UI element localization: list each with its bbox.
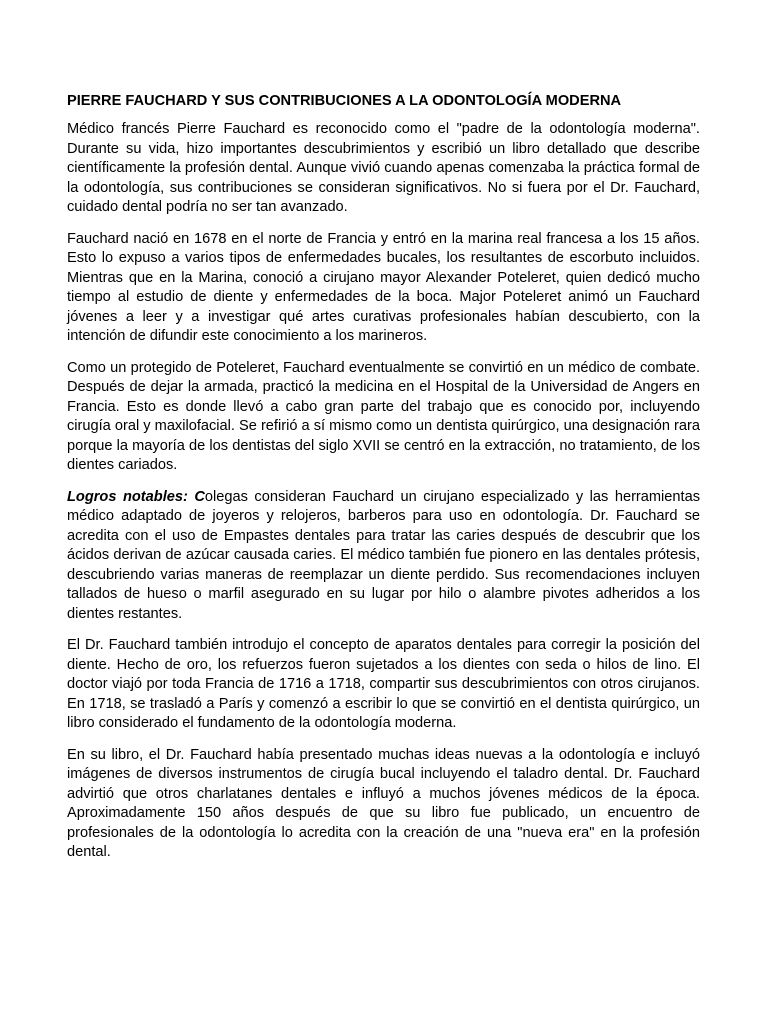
- paragraph-book: En su libro, el Dr. Fauchard había presentado muchas ideas nuevas a la odontología e incluyó imágenes de diversos instrumentos de cirugía bucal incluyendo el taladro dental. Dr. Fauchard advirtió que otros charlatanes dentales e influyó a muchos jóvenes médicos de la época. Aproximadamente 150 años después de que su libro fue publicado, un encuentro de profesionales de la odontología lo acredita con la creación de una "nueva era" en la profesión dental.: [67, 746, 700, 860]
- notable-achievements-text: olegas consideran Fauchard un cirujano especializado y las herramientas médico adaptado de joyeros y relojeros, barberos para uso en odontología. Dr. Fauchard se acredita con el uso de Empastes dentales para tratar las caries después de descubrir que los ácidos derivan de azúcar causada caries. El médico también fue pionero en las dentales prótesis, descubriendo varias maneras de reemplazar un diente perdido. Sus recomendaciones incluyen tallados de hueso o marfil asegurado en su lugar por hilo o alambre pivotes adheridos a los dientes restantes.: [67, 488, 700, 622]
- paragraph-career: Como un protegido de Poteleret, Fauchard eventualmente se convirtió en un médico de combate. Después de dejar la armada, practicó la medicina en el Hospital de la Universidad de Angers en Francia. Esto es donde llevó a cabo gran parte del trabajo que es conocido por, incluyendo cirugía oral y maxilofacial. Se refirió a sí mismo como un dentista quirúrgico, una designación rara porque la mayoría de los dentistas del siglo XVII se centró en la extracción, no tratamiento, de los dientes cariados.: [67, 359, 700, 473]
- paragraph-braces: El Dr. Fauchard también introdujo el concepto de aparatos dentales para corregir la posición del diente. Hecho de oro, los refuerzos fueron sujetados a los dientes con seda o hilos de lino. El doctor viajó por toda Francia de 1716 a 1718, compartir sus descubrimientos con otros cirujanos. En 1718, se trasladó a París y comenzó a escribir lo que se convirtió en el dentista quirúrgico, un libro considerado el fundamento de la odontología moderna.: [67, 637, 700, 731]
- document-title: PIERRE FAUCHARD Y SUS CONTRIBUCIONES A LA ODONTOLOGÍA MODERNA: [67, 93, 622, 109]
- notable-achievements-heading: Logros notables: C: [67, 488, 205, 505]
- paragraph-early-life: Fauchard nació en 1678 en el norte de Francia y entró en la marina real francesa a los 15 años. Esto lo expuso a varios tipos de enfermedades bucales, los resultantes de escorbuto incluidos. Mientras que en la Marina, conoció a cirujano mayor Alexander Poteleret, quien dedicó mucho tiempo al estudio de diente y enfermedades de la boca. Major Poteleret animó un Fauchard jóvenes a leer y a investigar qué artes curativas profesionales habían descubierto, con la intención de difundir este conocimiento a los marineros.: [67, 230, 700, 344]
- document-page: [67, 92, 700, 875]
- paragraph-notable-achievements: [67, 488, 700, 625]
- paragraph-intro: Médico francés Pierre Fauchard es reconocido como el "padre de la odontología moderna". Durante su vida, hizo importantes descubrimientos y escribió un libro detallado que describe científicamente la profesión dental. Aunque vivió cuando apenas comenzaba la práctica formal de la odontología, sus contribuciones se consideran significativos. No si fuera por el Dr. Fauchard, cuidado dental podría no ser tan avanzado.: [67, 121, 700, 215]
